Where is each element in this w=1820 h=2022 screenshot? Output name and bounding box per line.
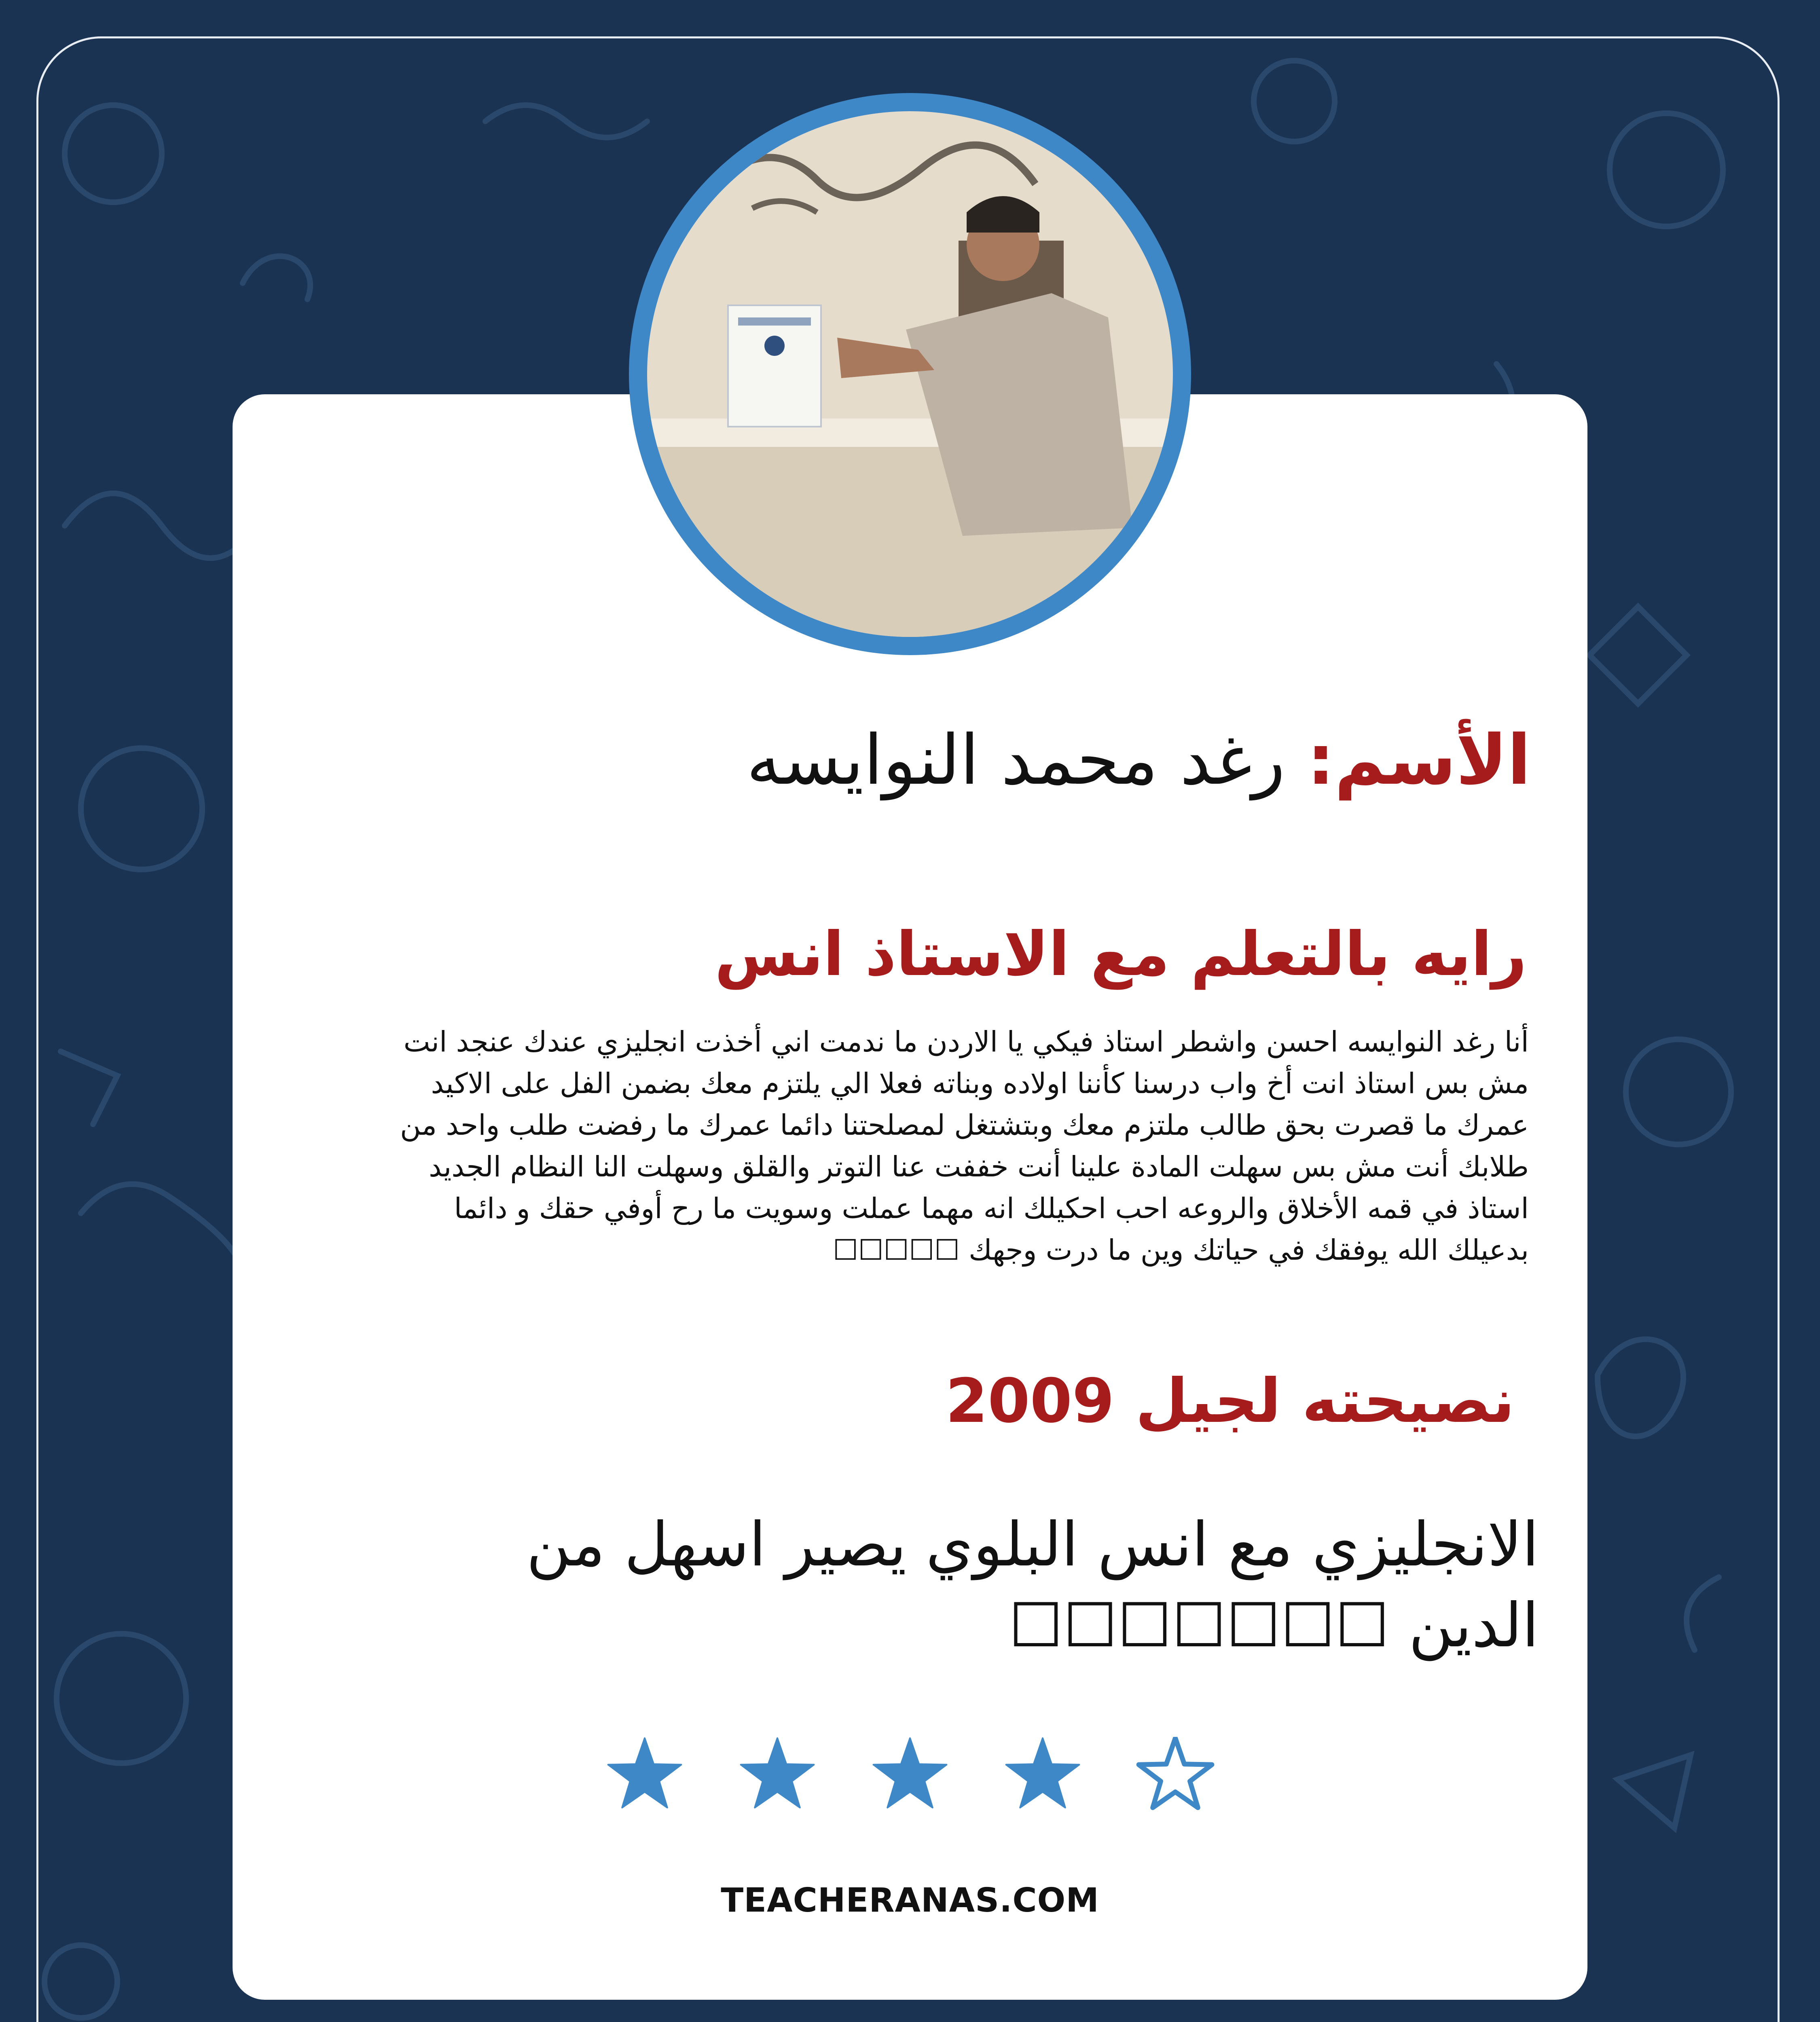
star-rating	[578, 1737, 1242, 1814]
star-filled-icon	[608, 1738, 681, 1808]
star-outline-icon	[1139, 1738, 1212, 1808]
star-filled-icon	[1006, 1738, 1079, 1808]
website-url: TEACHERANAS.COM	[721, 1881, 1099, 1920]
star-filled-icon	[874, 1738, 947, 1808]
star-filled-icon	[741, 1738, 814, 1808]
advice-text: الانجليزي مع انس البلوي يصير اسهل من الدين ☐☐☐☐☐☐☐	[526, 1510, 1539, 1661]
advice-heading: نصيحته لجيل 2009	[945, 1366, 1515, 1436]
opinion-text: أنا رغد النوايسه احسن واشطر استاذ فيكي يا الاردن ما ندمت اني أخذت انجليزي عندك عنجد انت مش بس استاذ انت أخ واب درسنا كأننا اولاده وبناته فعلا الي يلتزم معك بضمن الفل على الاكيد عمرك ما قصرت بحق طالب ملتزم معك وبتشتغل لمصلحتنا دائما عمرك ما رفضت طلب واحد من طلابك أنت مش بس سهلت المادة علينا أنت خففت عنا التوتر والقلق وسهلت النا النظام الجديد استاذ في قمه الأخلاق والروعه احب احكيلك انه مهما عملت وسويت ما رح أوفي حقك و دائما بدعيلك الله يوفقك في حياتك وين ما درت وجهك ☐☐☐☐☐	[400, 1025, 1529, 1267]
name-label: الأسم:	[1307, 720, 1531, 800]
student-name-line	[358, 720, 1531, 801]
opinion-heading: رايه بالتعلم مع الاستاذ انس	[715, 919, 1527, 990]
student-name: رغد محمد النوايسه	[746, 720, 1285, 800]
avatar	[647, 111, 1173, 637]
